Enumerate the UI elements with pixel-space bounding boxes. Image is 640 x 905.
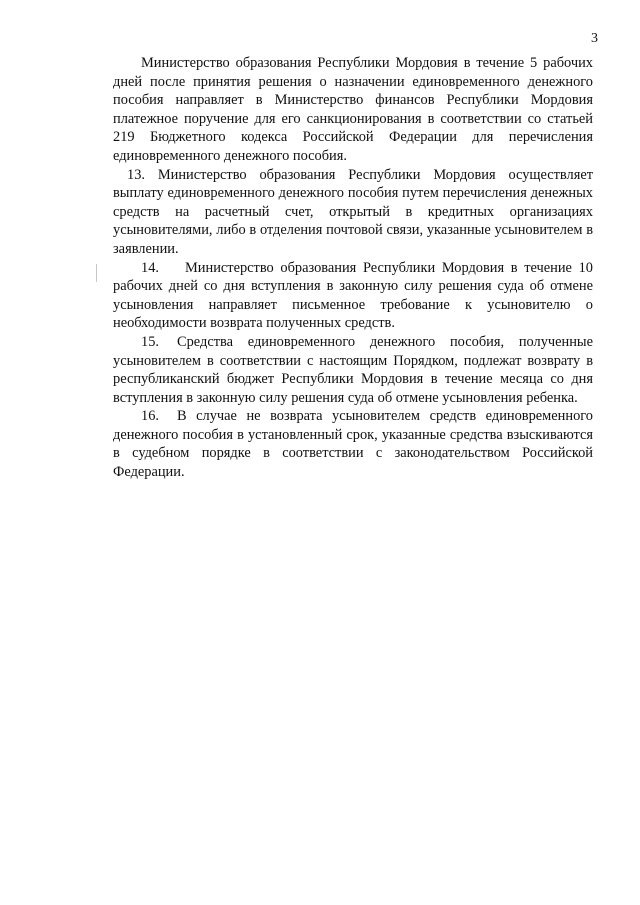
paragraph-payment-order: Министерство образования Республики Мордовия в течение 5 рабочих дней после принятия решения о назначении единовременного денежного пособия направляет в Министерство финансов Республики Мордовия платежное поручение для его санкционирования в соответствии со статьей 219 Бюджетного кодекса Российской Федерации для перечисления единовременного денежного пособия. <box>113 55 593 164</box>
page-number: 3 <box>591 31 598 46</box>
margin-mark <box>96 264 97 282</box>
paragraph-13: 13. Министерство образования Республики Мордовия осуществляет выплату единовременного денежного пособия путем перечисления денежных средств на расчетный счет, открытый в кредитных организациях усыновителями, либо в отделения почтовой связи, указанные усыновителем в заявлении. <box>113 166 593 257</box>
paragraph-15-text: Средства единовременного денежного пособия, полученные усыновителем в соответствии с настоящим Порядком, подлежат возврату в республиканский бюджет Республики Мордовия в течение месяца со дня вступления в законную силу решения суда об отмене усыновления ребенка. <box>113 333 593 406</box>
paragraph-14-number: 14. <box>141 259 159 276</box>
paragraph-16-text: В случае не возврата усыновителем средств единовременного денежного пособия в установленный срок, указанные средства взыскиваются в судебном порядке в соответствии с законодательством Российской Федерации. <box>113 408 593 481</box>
paragraph-16-number: 16. <box>141 408 159 425</box>
paragraph-14 <box>113 259 593 333</box>
paragraph-15 <box>113 333 593 407</box>
paragraph-16 <box>113 407 593 481</box>
paragraph-14-text: Министерство образования Республики Мордовия в течение 10 рабочих дней со дня вступления в законную силу решения суда об отмене усыновления направляет письменное требование к усыновителю о необходимости возврата полученных средств. <box>113 259 593 332</box>
document-body <box>113 54 593 482</box>
paragraph-15-number: 15. <box>141 333 159 350</box>
